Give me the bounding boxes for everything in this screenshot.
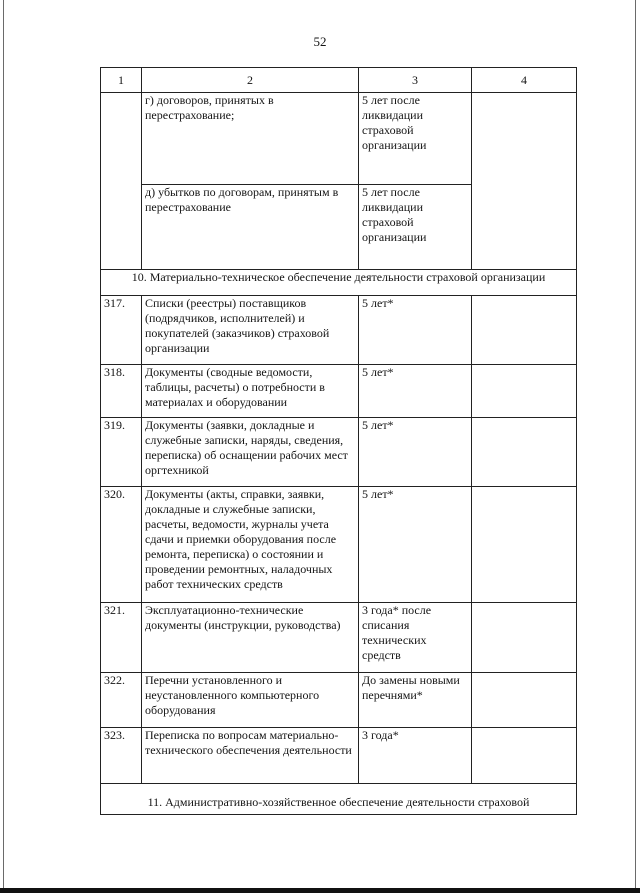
column-header-3: 3 xyxy=(359,68,472,93)
note-cell xyxy=(472,365,577,418)
term-cell: 5 лет* xyxy=(359,487,472,603)
term-cell: 5 лет* xyxy=(359,365,472,418)
column-header-1: 1 xyxy=(101,68,142,93)
note-cell xyxy=(472,296,577,365)
term-cell: 5 лет* xyxy=(359,418,472,487)
term-cell: 5 лет* xyxy=(359,296,472,365)
description-cell: Перечни установленного и неустановленного компьютерного оборудования xyxy=(142,673,359,728)
section-row xyxy=(101,270,577,296)
column-header-2: 2 xyxy=(142,68,359,93)
table-row xyxy=(101,365,577,418)
description-cell: д) убытков по договорам, принятым в перестрахование xyxy=(142,185,359,270)
description-cell: Документы (заявки, докладные и служебные записки, наряды, сведения, переписка) об оснащении рабочих мест оргтехникой xyxy=(142,418,359,487)
page-number: 52 xyxy=(313,34,327,49)
section-heading-10: 10. Материально-техническое обеспечение деятельности страховой организации xyxy=(101,270,577,296)
section-row xyxy=(101,784,577,815)
number-cell: 317. xyxy=(101,296,142,365)
table-row xyxy=(101,296,577,365)
table-row xyxy=(101,418,577,487)
section-heading-11: 11. Административно-хозяйственное обеспечение деятельности страховой xyxy=(101,784,577,815)
note-cell xyxy=(472,418,577,487)
table-row xyxy=(101,93,577,185)
note-cell xyxy=(472,487,577,603)
table-row xyxy=(101,673,577,728)
note-cell xyxy=(472,603,577,673)
description-cell: Переписка по вопросам материально-технического обеспечения деятельности xyxy=(142,728,359,784)
number-cell: 323. xyxy=(101,728,142,784)
column-header-4: 4 xyxy=(472,68,577,93)
header-row xyxy=(101,68,577,93)
number-cell xyxy=(101,93,142,270)
term-cell: 5 лет после ликвидации страховой организации xyxy=(359,93,472,185)
table-row xyxy=(101,603,577,673)
note-cell xyxy=(472,673,577,728)
term-cell: До замены новыми перечнями* xyxy=(359,673,472,728)
note-cell xyxy=(472,93,577,270)
number-cell: 320. xyxy=(101,487,142,603)
description-cell: Эксплуатационно-технические документы (инструкции, руководства) xyxy=(142,603,359,673)
number-cell: 322. xyxy=(101,673,142,728)
records-table xyxy=(100,67,577,815)
term-cell: 5 лет после ликвидации страховой организации xyxy=(359,185,472,270)
number-cell: 321. xyxy=(101,603,142,673)
description-cell: Документы (акты, справки, заявки, докладные и служебные записки, расчеты, ведомости, журналы учета сдачи и приемки оборудования после ремонта, переписка) о состоянии и проведении ремонтных, наладочных работ технических средств xyxy=(142,487,359,603)
number-cell: 319. xyxy=(101,418,142,487)
number-cell: 318. xyxy=(101,365,142,418)
description-cell: Списки (реестры) поставщиков (подрядчиков, исполнителей) и покупателей (заказчиков) страховой организации xyxy=(142,296,359,365)
note-cell xyxy=(472,728,577,784)
description-cell: г) договоров, принятых в перестрахование; xyxy=(142,93,359,185)
term-cell: 3 года* после списания технических средств xyxy=(359,603,472,673)
page-bottom-edge xyxy=(0,888,640,893)
description-cell: Документы (сводные ведомости, таблицы, расчеты) о потребности в материалах и оборудовании xyxy=(142,365,359,418)
table-row xyxy=(101,487,577,603)
term-cell: 3 года* xyxy=(359,728,472,784)
table-row xyxy=(101,728,577,784)
